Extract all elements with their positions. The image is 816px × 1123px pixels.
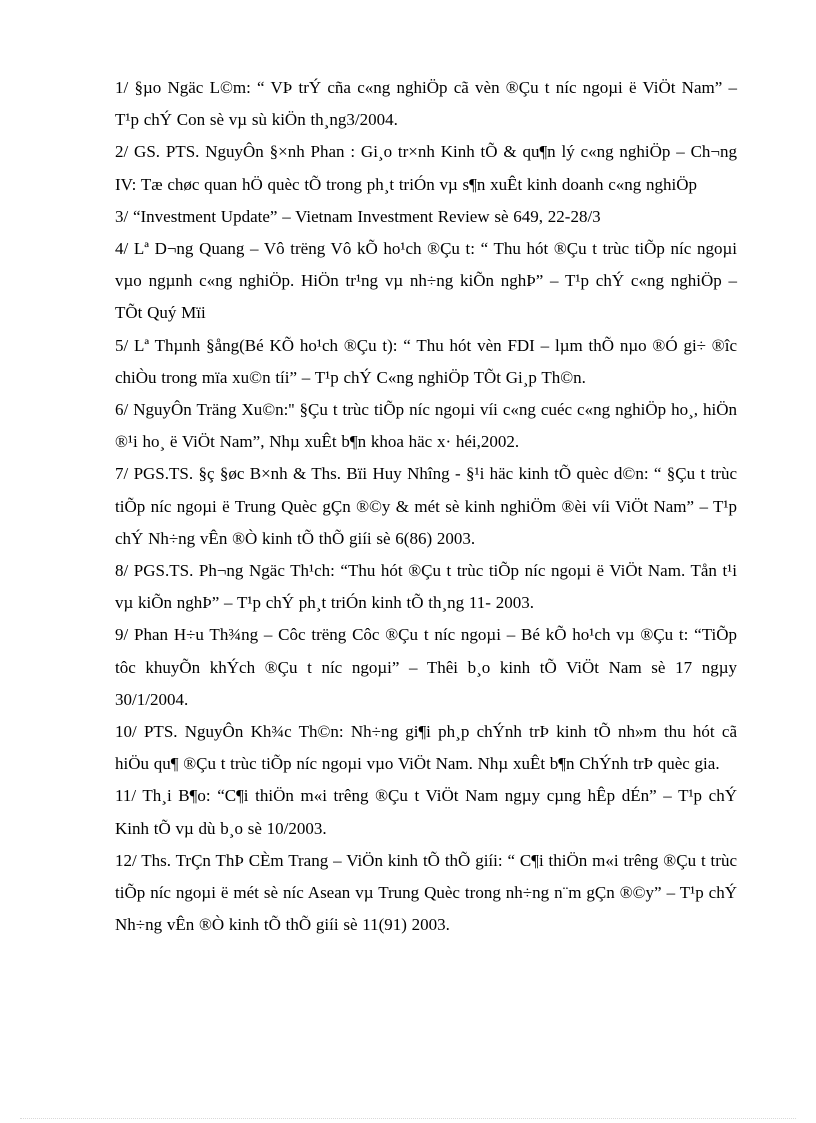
reference-item: 7/ PGS.TS. §ç §øc B×nh & Ths. Bïi Huy Nhîng - §¹i häc kinh tÕ quèc d©n: “ §Çu t trùc tiÕp níc ngoµi ë Trung Quèc gÇn ®©y & mét sè kinh nghiÖm ®èi víi ViÖt Nam” – T¹p chÝ Nh÷ng vÊn ®Ò kinh tÕ thÕ giíi sè 6(86) 2003. [115, 464, 737, 548]
reference-item: 2/ GS. PTS. NguyÔn §×nh Phan : Gi¸o tr×nh Kinh tÕ & qu¶n lý c«ng nghiÖp – Ch¬ng IV: Tæ chøc quan hÖ quèc tÕ trong ph¸t triÓn vµ s¶n xuÊt kinh doanh c«ng nghiÖp [115, 142, 737, 194]
reference-item: 12/ Ths. TrÇn ThÞ CÈm Trang – ViÖn kinh tÕ thÕ giíi: “ C¶i thiÖn m«i trêng ®Çu t trùc tiÕp níc ngoµi ë mét sè níc Asean vµ Trung Quèc trong nh÷ng n¨m gÇn ®©y” – T¹p chÝ Nh÷ng vÊn ®Ò kinh tÕ thÕ giíi sè 11(91) 2003. [115, 850, 737, 935]
page-bottom-divider [20, 1118, 796, 1119]
reference-item: 4/ Lª D¬ng Quang – Vô trëng Vô kÕ ho¹ch ®Çu t: “ Thu hót ®Çu t trùc tiÕp níc ngoµi vµo ngµnh c«ng nghiÖp. HiÖn tr¹ng vµ nh÷ng kiÕn nghÞ” – T¹p chÝ c«ng nghiÖp – TÕt Quý Mïi [115, 239, 737, 323]
reference-item: 11/ Th¸i B¶o: “C¶i thiÖn m«i trêng ®Çu t ViÖt Nam ngµy cµng hÊp dÉn” – T¹p chÝ Kinh tÕ vµ dù b¸o sè 10/2003. [115, 786, 737, 838]
reference-item: 6/ NguyÔn Träng Xu©n:'' §Çu t trùc tiÕp níc ngoµi víi c«ng cuéc c«ng nghiÖp ho¸, hiÖn ®¹i ho¸ ë ViÖt Nam”, Nhµ xuÊt b¶n khoa häc x· héi,2002. [115, 400, 737, 452]
reference-item: 8/ PGS.TS. Ph¬ng Ngäc Th¹ch: “Thu hót ®Çu t trùc tiÕp níc ngoµi ë ViÖt Nam. Tån t¹i vµ kiÕn nghÞ” – T¹p chÝ ph¸t triÓn kinh tÕ th¸ng 11- 2003. [115, 561, 737, 613]
reference-item: 5/ Lª Thµnh §ång(Bé KÕ ho¹ch ®Çu t): “ Thu hót vèn FDI – lµm thÕ nµo ®Ó gi÷ ®îc chiÒu trong mïa xu©n tíi” – T¹p chÝ C«ng nghiÖp TÕt Gi¸p Th©n. [115, 335, 737, 387]
reference-item: 3/ “Investment Update” – Vietnam Investment Review sè 649, 22-28/3 [115, 206, 601, 226]
reference-item: 9/ Phan H÷u Th¾ng – Côc trëng Côc ®Çu t níc ngoµi – Bé kÕ ho¹ch vµ ®Çu t: “TiÕp tôc khuyÕn khÝch ®Çu t níc ngoµi” – Thêi b¸o kinh tÕ ViÖt Nam sè 17 ngµy 30/1/2004. [115, 625, 737, 709]
reference-list [115, 72, 737, 941]
reference-item: 1/ §µo Ngäc L©m: “ VÞ trÝ cña c«ng nghiÖp cã vèn ®Çu t níc ngoµi ë ViÖt Nam” – T¹p chÝ Con sè vµ sù kiÖn th¸ng3/2004. [115, 78, 737, 130]
reference-item: 10/ PTS. NguyÔn Kh¾c Th©n: Nh÷ng gi¶i ph¸p chÝnh trÞ kinh tÕ nh»m thu hót cã hiÖu qu¶ ®Çu t trùc tiÕp níc ngoµi vµo ViÖt Nam. Nhµ xuÊt b¶n ChÝnh trÞ quèc gia. [115, 722, 737, 774]
